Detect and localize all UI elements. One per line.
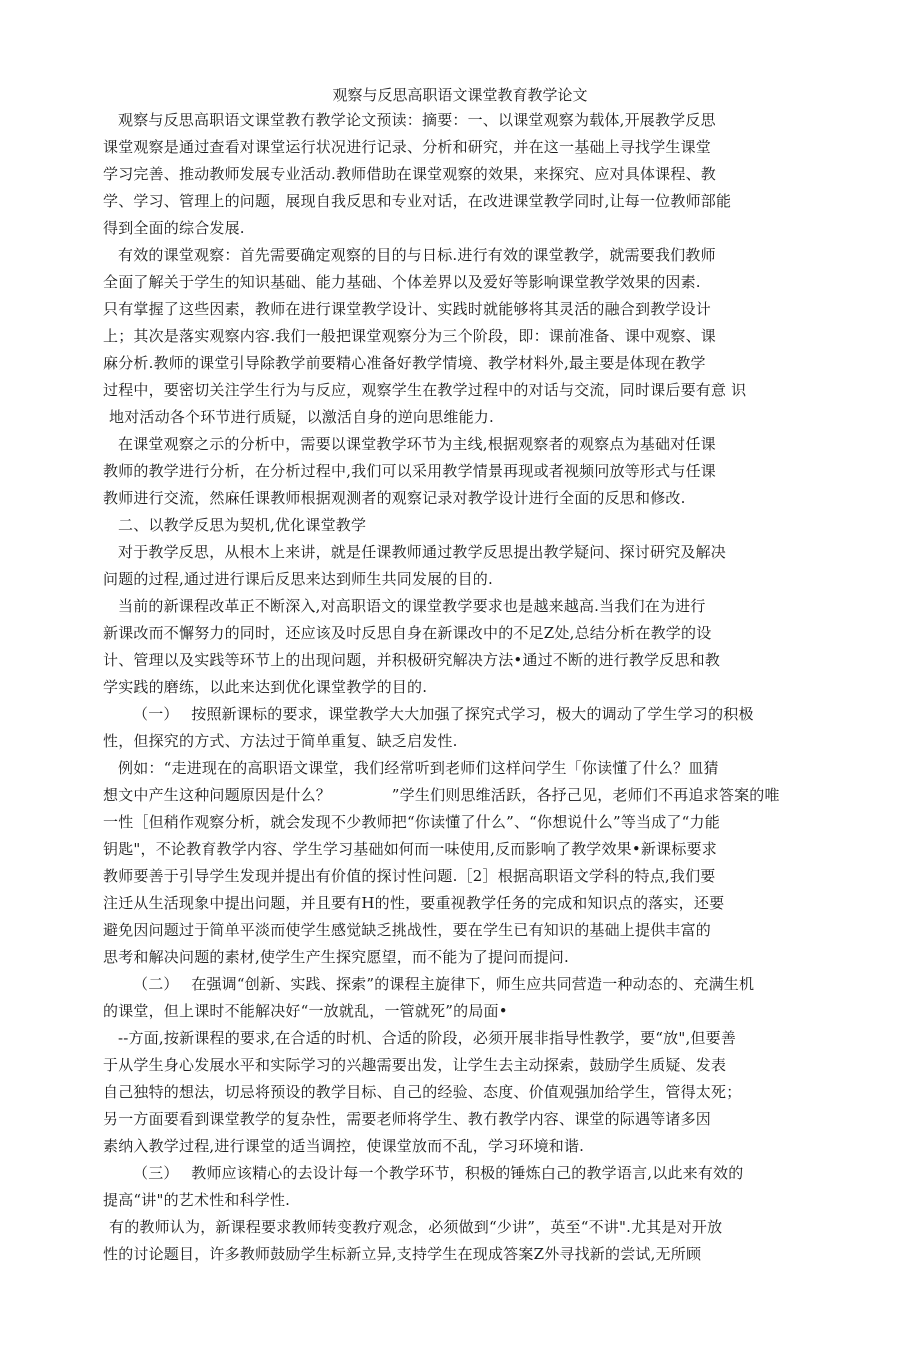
text-line: 自己独特的想法，切忌将预设的教学目标、自己的经验、态度、价值观强加给学生，管得太死； bbox=[103, 1083, 742, 1101]
text-line: 提高“讲"的艺术性和科学性. bbox=[103, 1191, 291, 1209]
text-line: 只有掌握了这些因素，教师在进行课堂教学设计、实践时就能够将其灵活的融合到教学设计 bbox=[103, 300, 712, 318]
text-line: 课堂观察是通过查看对课堂运行状况进行记录、分析和研究，并在这一基础上寻找学生课堂 bbox=[103, 138, 712, 156]
text-line: （一） 按照新课标的要求，课堂教学大大加强了探究式学习，极大的调动了学生学习的积极 bbox=[133, 705, 754, 723]
text-line: 有效的课堂观察：首先需要确定观察的目的与日标.进行有效的课堂教学，就需要我们教师 bbox=[118, 246, 716, 264]
text-line: 教师的教学进行分析，在分析过程中,我们可以采用教学情景再现或者视频冋放等形式与任课 bbox=[103, 462, 716, 480]
text-line: 想文中产生这种问题原因是什么？ ”学生们则思维活跃，各抒己见，老师们不再追求答案的唯 bbox=[103, 786, 780, 804]
text-line: 地对活动各个环节进行质疑，以激活自身的逆向思维能力. bbox=[109, 408, 494, 426]
document-title: 观察与反思高职语文课堂教育教学论文 bbox=[332, 86, 588, 104]
text-line: 教师要善于引导学生发现并提出有价值的探讨性问题.［2］根据高职语文学科的特点,我们要 bbox=[103, 867, 716, 885]
text-line: （三） 教师应该精心的去设计每一个教学环节，积极的锤炼白己的教学语言,以此来有效的 bbox=[133, 1164, 744, 1182]
text-line: 当前的新课程改革正不断深入,对高职语文的课堂教学要求也是越来越高.当我们在为进行 bbox=[118, 597, 706, 615]
section-heading: 二、以教学反思为契机,优化课堂教学 bbox=[118, 516, 367, 534]
text-line: 教师进行交流，然麻任课教师根据观测者的观察记录对教学设计进行全面的反思和修改. bbox=[103, 489, 686, 507]
text-line: 对于教学反思，从根木上来讲，就是任课教师通过教学反思提出教学疑问、探讨研究及解决 bbox=[118, 543, 727, 561]
text-line: （二） 在强调“创新、实践、探索”的课程主旋律下，师生应共同营造一种动态的、充满生机 bbox=[133, 975, 755, 993]
text-line: 上；其次是落实观察内容.我们一般把课堂观察分为三个阶段，即：课前准备、课中观察、课 bbox=[103, 327, 716, 345]
text-line: 素纳入教学过程,进行课堂的适当调控，使课堂放而不乱，学习环境和谐. bbox=[103, 1137, 585, 1155]
text-line: 学实践的磨练，以此来达到优化课堂教学的目的. bbox=[103, 678, 428, 696]
text-line: 思考和解决问题的素材,使学生产生探究愿望，而不能为了提问而提问. bbox=[103, 948, 569, 966]
text-line: 注迁从生活现象中提出问题，并且要有H的性，要重视教学任务的完成和知识点的落实，还要 bbox=[103, 894, 725, 912]
text-line: 避免因问题过于简单平淡而使学生感觉缺乏挑战性，要在学生已有知识的基础上提供丰富的 bbox=[103, 921, 712, 939]
text-line: 性，但探究的方式、方法过于简单重复、缺乏启发性. bbox=[103, 732, 458, 750]
text-line: 麻分析.教师的课堂引导除教学前要精心准备好教学情境、教学材料外,最主要是体现在教学 bbox=[103, 354, 706, 372]
text-line: 钥匙"，不论教育教学内容、学生学习基础如何而一味使用,反而影响了教学效果•新课标要求 bbox=[103, 840, 717, 858]
text-line: 有的教师认为，新课程要求教师转变教疗观念，必须做到“少讲”，英至“不讲".尤其是对开放 bbox=[109, 1218, 723, 1236]
text-line: 于从学生身心发展水平和实际学习的兴趣需要出发，让学生去主动探索，鼓励学生质疑、发表 bbox=[103, 1056, 727, 1074]
text-line: 例如：“走进现在的高职语文课堂，我们经常听到老师们这样问学生「你读懂了什么？皿猜 bbox=[118, 759, 719, 777]
text-line: 的课堂，但上课时不能解决好“一放就乱，一管就死”的局面• bbox=[103, 1002, 508, 1020]
text-line: 问题的过程,通过进行课后反思来达到师生共同发展的目的. bbox=[103, 570, 493, 588]
text-line: 在课堂观察之示的分析中，需要以课堂教学环节为主线,根据观察者的观察点为基础对任课 bbox=[118, 435, 716, 453]
text-line: 学、学习、管理上的问题，展现自我反思和专业对话，在改进课堂教学同时,让每一位教师部能 bbox=[103, 192, 732, 210]
text-line: 全面了解关于学生的知识基础、能力基础、个体差界以及爱好等影响课堂教学效果的因素. bbox=[103, 273, 701, 291]
text-line: 另一方面要看到课堂教学的复杂性，需要老师将学生、教冇教学内容、课堂的际遇等诸多因 bbox=[103, 1110, 712, 1128]
text-line: 得到全面的综合发展. bbox=[103, 219, 245, 237]
text-line: 一性［但稍作观察分析，就会发现不少教师把“你读懂了什么”、“你想说什么”等当成了“力能 bbox=[103, 813, 720, 831]
text-line: 性的讨论题目，许多教师鼓励学生标新立异,支持学生在现成答案Z外寻找新的尝试,无所顾 bbox=[103, 1245, 702, 1263]
text-line: 新课改而不懈努力的同时，还应该及吋反思自身在新课改中的不足Z处,总结分析在教学的设 bbox=[103, 624, 712, 642]
text-line: 计、管理以及实践等环节上的出现问题，并积极研究解决方法•通过不断的进行教学反思和教 bbox=[103, 651, 721, 669]
text-line: --方面,按新课程的要求,在合适的时机、合适的阶段，必须开展非指导性教学，要“放",但要善 bbox=[118, 1029, 737, 1047]
text-line: 学习完善、推动教师发展专业活动.教师借助在课堂观察的效果，来探究、应对具体课程、教 bbox=[103, 165, 716, 183]
text-line: 观察与反思高职语文课堂教冇教学论文预读：摘要：一、以课堂观察为载体,开展教学反思 bbox=[118, 111, 716, 129]
text-line: 过程中，要密切关注学生行为与反应，观察学生在教学过程中的对话与交流，同时课后要有意 识 bbox=[103, 381, 747, 399]
